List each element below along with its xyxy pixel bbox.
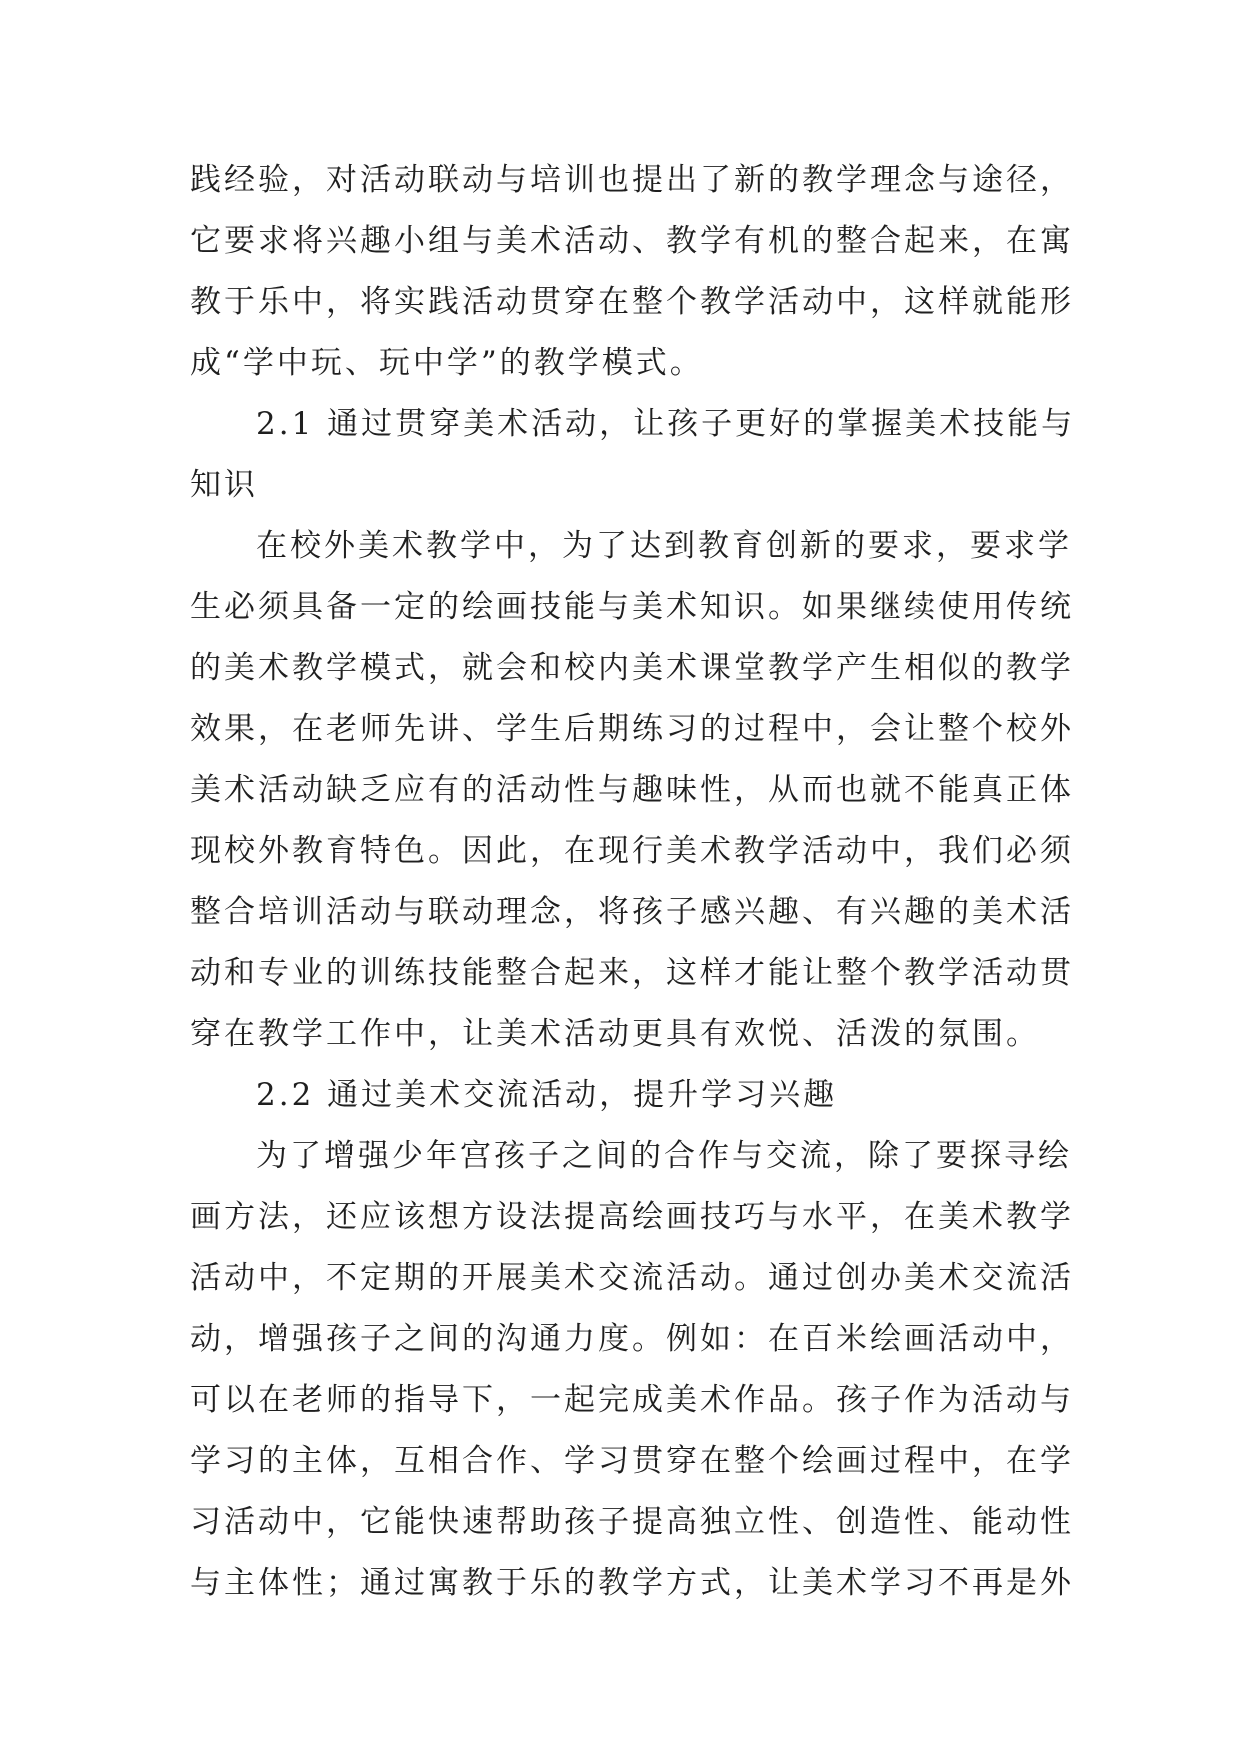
text-line: 生必须具备一定的绘画技能与美术知识。如果继续使用传统 [190, 589, 1074, 625]
text-line: 习活动中，它能快速帮助孩子提高独立性、创造性、能动性 [190, 1504, 1074, 1540]
section-heading-2-1-cont: 知识 [190, 467, 258, 503]
text-line: 动和专业的训练技能整合起来，这样才能让整个教学活动贯 [190, 955, 1074, 991]
text-line: 可以在老师的指导下，一起完成美术作品。孩子作为活动与 [190, 1382, 1074, 1418]
text-line: 学习的主体，互相合作、学习贯穿在整个绘画过程中，在学 [190, 1443, 1074, 1479]
text-line: 现校外教育特色。因此，在现行美术教学活动中，我们必须 [190, 833, 1074, 869]
text-line: 美术活动缺乏应有的活动性与趣味性，从而也就不能真正体 [190, 772, 1074, 808]
text-line: 践经验，对活动联动与培训也提出了新的教学理念与途径， [190, 162, 1074, 198]
section-heading-2-1: 2.1 通过贯穿美术活动，让孩子更好的掌握美术技能与 [256, 406, 1076, 442]
text-line: 与主体性；通过寓教于乐的教学方式，让美术学习不再是外 [190, 1565, 1074, 1601]
text-line: 成“学中玩、玩中学”的教学模式。 [190, 345, 704, 381]
section-heading-2-2: 2.2 通过美术交流活动，提升学习兴趣 [256, 1077, 838, 1113]
text-line: 它要求将兴趣小组与美术活动、教学有机的整合起来，在寓 [190, 223, 1074, 259]
text-line: 动，增强孩子之间的沟通力度。例如：在百米绘画活动中， [190, 1321, 1074, 1357]
text-line: 整合培训活动与联动理念，将孩子感兴趣、有兴趣的美术活 [190, 894, 1074, 930]
text-line: 效果，在老师先讲、学生后期练习的过程中，会让整个校外 [190, 711, 1074, 747]
text-line: 的美术教学模式，就会和校内美术课堂教学产生相似的教学 [190, 650, 1074, 686]
text-line: 穿在教学工作中，让美术活动更具有欢悦、活泼的氛围。 [190, 1016, 1040, 1052]
document-body [190, 150, 1076, 1614]
text-line: 画方法，还应该想方设法提高绘画技巧与水平，在美术教学 [190, 1199, 1074, 1235]
text-line: 为了增强少年宫孩子之间的合作与交流，除了要探寻绘 [256, 1138, 1072, 1174]
text-line: 活动中，不定期的开展美术交流活动。通过创办美术交流活 [190, 1260, 1074, 1296]
text-line: 在校外美术教学中，为了达到教育创新的要求，要求学 [256, 528, 1072, 564]
text-line: 教于乐中，将实践活动贯穿在整个教学活动中，这样就能形 [190, 284, 1074, 320]
